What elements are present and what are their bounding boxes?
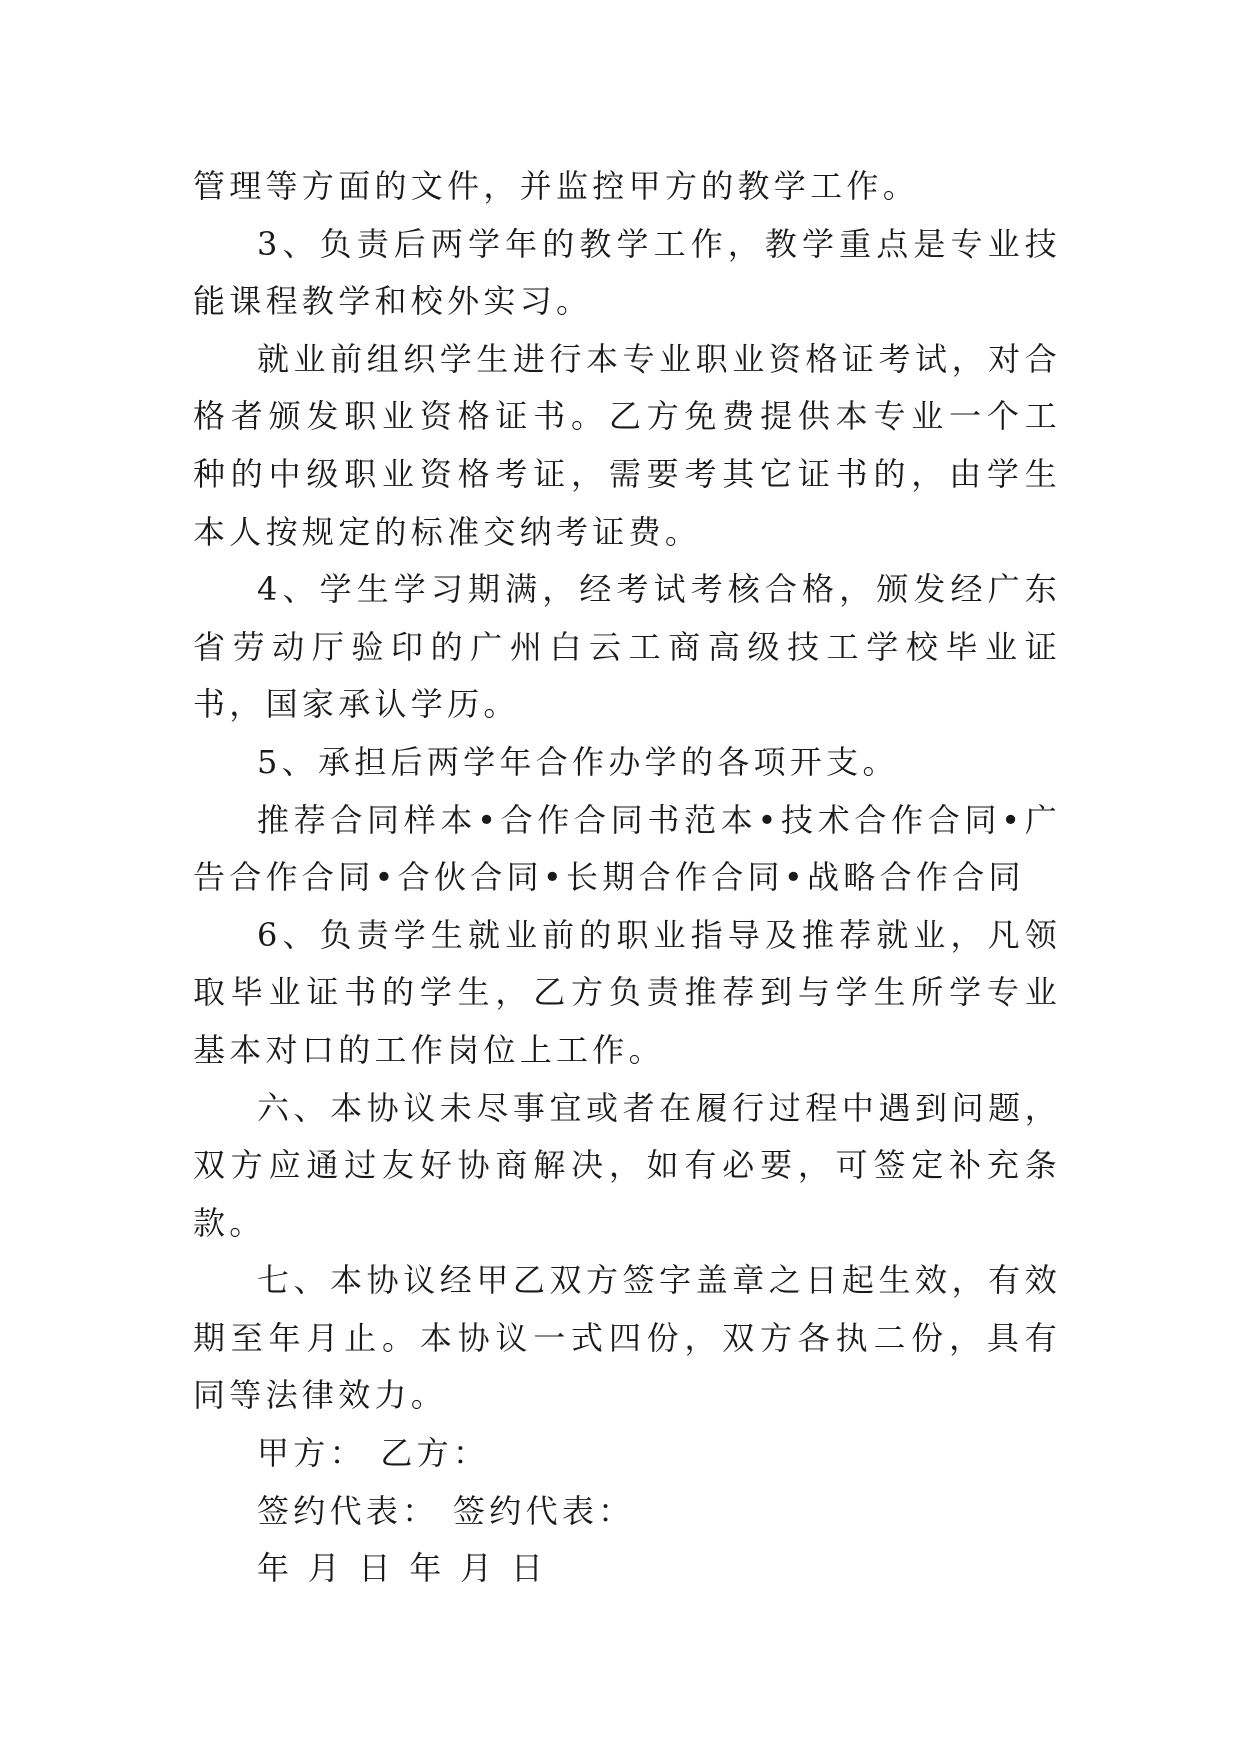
document-body bbox=[193, 158, 1061, 1598]
paragraph-clause-5: 5、承担后两学年合作办学的各项开支。 bbox=[257, 742, 899, 781]
paragraph-article-six: 六、本协议未尽事宜或者在履行过程中遇到问题，双方应通过友好协商解决，如有必要，可签定补充条款。 bbox=[193, 1088, 1061, 1242]
paragraph-certification-exam: 就业前组织学生进行本专业职业资格证考试，对合格者颁发职业资格证书。乙方免费提供本专业一个工种的中级职业资格考证，需要考其它证书的，由学生本人按规定的标准交纳考证费。 bbox=[193, 339, 1061, 551]
paragraph-article-seven: 七、本协议经甲乙双方签字盖章之日起生效，有效期至年月止。本协议一式四份，双方各执二份，具有同等法律效力。 bbox=[193, 1261, 1061, 1415]
paragraph-management-docs: 管理等方面的文件，并监控甲方的教学工作。 bbox=[193, 167, 920, 205]
signature-representatives-line: 签约代表： 签约代表： bbox=[257, 1491, 635, 1530]
paragraph-clause-3: 3、负责后两学年的教学工作，教学重点是专业技能课程教学和校外实习。 bbox=[193, 224, 1061, 321]
paragraph-clause-6: 6、负责学生就业前的职业指导及推荐就业，凡领取毕业证书的学生，乙方负责推荐到与学生所学专业基本对口的工作岗位上工作。 bbox=[193, 915, 1061, 1069]
signature-parties-line: 甲方： 乙方： bbox=[257, 1434, 490, 1473]
paragraph-clause-4: 4、学生学习期满，经考试考核合格，颁发经广东省劳动厅验印的广州白云工商高级技工学校毕业证书，国家承认学历。 bbox=[193, 570, 1061, 724]
signature-date-line: 年 月 日 年 月 日 bbox=[257, 1549, 548, 1588]
paragraph-recommended-templates: 推荐合同样本•合作合同书范本•技术合作合同•广告合作合同•合伙合同•长期合作合同•战略合作合同 bbox=[193, 800, 1061, 897]
